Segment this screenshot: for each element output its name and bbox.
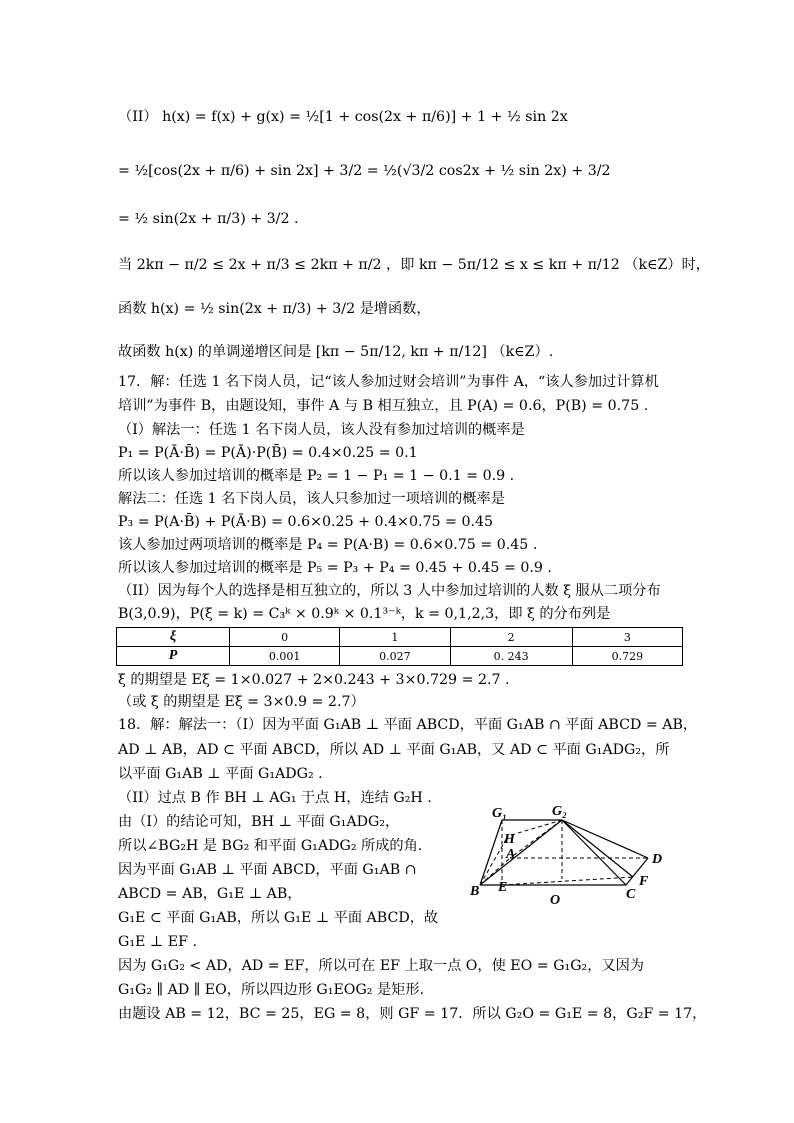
text-line: 培训”为事件 B，由题设知，事件 A 与 B 相互独立，且 P(A) = 0.6，P(B) = 0.75 .	[118, 398, 649, 414]
text-line: 因为平面 G₁AB ⊥ 平面 ABCD，平面 G₁AB ∩	[118, 862, 417, 878]
text-line: 当 2kπ − π/2 ≤ 2x + π/3 ≤ 2kπ + π/2 ，即 kπ − 5π/12 ≤ x ≤ kπ + π/12 （k∈Z）时，	[118, 257, 710, 273]
table-header-cell: ξ	[117, 628, 230, 647]
label-c: C	[626, 887, 636, 902]
text-line: 17．解：任选 1 名下岗人员，记“该人参加过财会培训”为事件 A，“该人参加过计算机	[118, 374, 659, 390]
table-row	[117, 628, 683, 647]
text-line: = ½[cos(2x + π/6) + sin 2x] + 3/2 = ½(√3/2 cos2x + ½ sin 2x) + 3/2	[118, 163, 611, 179]
table-cell: 0. 243	[450, 647, 572, 666]
text-line: 函数 h(x) = ½ sin(2x + π/3) + 3/2 是增函数，	[118, 301, 431, 317]
text-line: （I）解法一：任选 1 名下岗人员，该人没有参加过培训的概率是	[118, 422, 525, 438]
label-o: O	[550, 893, 561, 908]
text-line: P₃ = P(A·B̄) + P(Ā·B) = 0.6×0.25 + 0.4×0.75 = 0.45	[118, 514, 494, 530]
table-cell: 0.729	[572, 647, 682, 666]
table-cell: 3	[572, 628, 682, 647]
text-line: 解法二：任选 1 名下岗人员，该人只参加过一项培训的概率是	[118, 491, 505, 507]
text-line: ξ 的期望是 Eξ = 1×0.027 + 2×0.243 + 3×0.729 = 2.7 .	[118, 672, 510, 688]
text-line: G₁G₂ ∥ AD ∥ EO，所以四边形 G₁EOG₂ 是矩形.	[118, 982, 425, 998]
text-line: G₁E ⊥ EF .	[118, 934, 197, 950]
text-line: 所以该人参加过培训的概率是 P₂ = 1 − P₁ = 1 − 0.1 = 0.9 .	[118, 468, 515, 484]
text-line: （II）过点 B 作 BH ⊥ AG₁ 于点 H，连结 G₂H .	[118, 790, 432, 806]
text-line: AD ⊥ AB，AD ⊂ 平面 ABCD，所以 AD ⊥ 平面 G₁AB，又 AD ⊂ 平面 G₁ADG₂，所	[118, 742, 670, 758]
text-line: B(3,0.9)，P(ξ = k) = C₃ᵏ × 0.9ᵏ × 0.1³⁻ᵏ，k = 0,1,2,3，即 ξ 的分布列是	[118, 606, 611, 622]
text-line: P₁ = P(Ā·B̄) = P(Ā)·P(B̄) = 0.4×0.25 = 0.1	[118, 445, 418, 461]
label-g2: G₂	[552, 804, 567, 819]
table-cell: 1	[340, 628, 450, 647]
geometry-figure	[466, 803, 696, 913]
text-line: 所以∠BG₂H 是 BG₂ 和平面 G₁ADG₂ 所成的角.	[118, 838, 423, 854]
label-e: E	[498, 880, 508, 895]
distribution-table	[116, 627, 683, 666]
label-a: A	[506, 847, 516, 862]
text-line: ABCD = AB，G₁E ⊥ AB，	[118, 886, 302, 902]
text-line: 故函数 h(x) 的单调递增区间是 [kπ − 5π/12, kπ + π/12] （k∈Z）.	[118, 344, 554, 360]
table-header-cell: P	[117, 647, 230, 666]
text-line: = ½ sin(2x + π/3) + 3/2 .	[118, 211, 299, 227]
text-line: 由（I）的结论可知，BH ⊥ 平面 G₁ADG₂，	[118, 814, 400, 830]
text-line: 所以该人参加过培训的概率是 P₅ = P₃ + P₄ = 0.45 + 0.45 = 0.9 .	[118, 560, 552, 576]
label-b: B	[470, 884, 480, 899]
text-line: 18．解：解法一：（I）因为平面 G₁AB ⊥ 平面 ABCD，平面 G₁AB ∩ 平面 ABCD = AB，	[118, 717, 698, 733]
label-f: F	[639, 874, 649, 889]
text-line: 该人参加过两项培训的概率是 P₄ = P(A·B) = 0.6×0.75 = 0.45 .	[118, 537, 538, 553]
label-d: D	[652, 852, 663, 867]
table-row	[117, 647, 683, 666]
text-line: （II）因为每个人的选择是相互独立的，所以 3 人中参加过培训的人数 ξ 服从二项分布	[118, 583, 661, 599]
table-cell: 2	[450, 628, 572, 647]
table-cell: 0	[230, 628, 340, 647]
text-line: 因为 G₁G₂ < AD，AD = EF，所以可在 EF 上取一点 O，使 EO = G₁G₂，又因为	[118, 958, 644, 974]
text-line: 由题设 AB = 12，BC = 25，EG = 8，则 GF = 17．所以 G₂O = G₁E = 8，G₂F = 17，	[118, 1006, 707, 1022]
label-g1: G₁	[492, 806, 507, 821]
text-line: G₁E ⊂ 平面 G₁AB，所以 G₁E ⊥ 平面 ABCD，故	[118, 910, 439, 926]
text-line: （II） h(x) = f(x) + g(x) = ½[1 + cos(2x + π/6)] + 1 + ½ sin 2x	[118, 109, 568, 125]
text-line: （或 ξ 的期望是 Eξ = 3×0.9 = 2.7）	[118, 694, 365, 710]
label-h: H	[504, 832, 515, 847]
table-cell: 0.001	[230, 647, 340, 666]
table-cell: 0.027	[340, 647, 450, 666]
text-line: 以平面 G₁AB ⊥ 平面 G₁ADG₂ .	[118, 766, 323, 782]
